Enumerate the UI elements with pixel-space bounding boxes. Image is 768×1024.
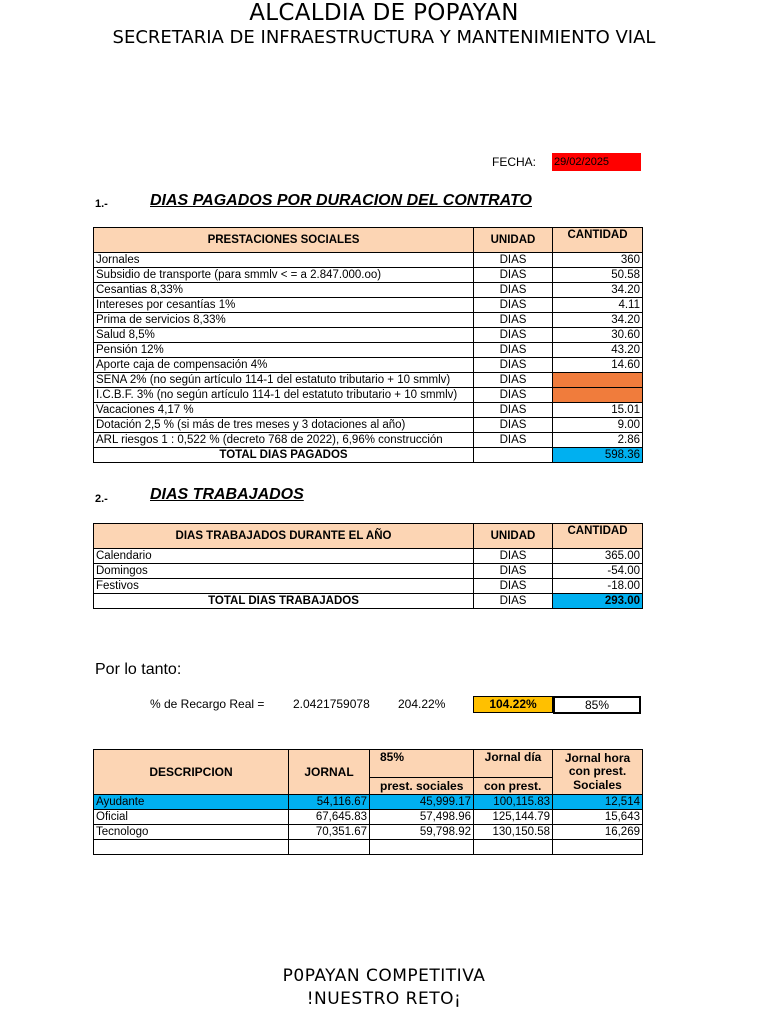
row-prest[interactable]: 45,999.17 [370, 795, 474, 810]
table-row [94, 358, 643, 373]
table-row-empty [94, 840, 643, 855]
row-unit[interactable]: DIAS [474, 373, 553, 388]
recargo-real-value[interactable]: 104.22% [473, 696, 553, 713]
row-unit[interactable]: DIAS [474, 388, 553, 403]
row-qty[interactable]: 2.86 [553, 433, 643, 448]
row-prest[interactable]: 59,798.92 [370, 825, 474, 840]
total-row [94, 594, 643, 609]
row-qty[interactable]: 365.00 [553, 549, 643, 564]
row-qty[interactable]: 4.11 [553, 298, 643, 313]
table-row [94, 373, 643, 388]
table-row [94, 268, 643, 283]
footer-slogan-1: P0PAYAN COMPETITIVA [282, 966, 486, 986]
row-unit[interactable]: DIAS [474, 564, 553, 579]
table-row [94, 403, 643, 418]
row-unit[interactable]: DIAS [474, 549, 553, 564]
row-jdia[interactable]: 100,115.83 [474, 795, 553, 810]
row-qty[interactable]: 50.58 [553, 268, 643, 283]
row-unit[interactable]: DIAS [474, 358, 553, 373]
row-label[interactable]: Vacaciones 4,17 % [94, 403, 474, 418]
row-qty[interactable]: 34.20 [553, 313, 643, 328]
table-row [94, 810, 643, 825]
table-row [94, 388, 643, 403]
row-qty[interactable]: -18.00 [553, 579, 643, 594]
row-qty-highlight[interactable] [553, 373, 643, 388]
row-jhora[interactable]: 12,514 [553, 795, 643, 810]
row-qty[interactable]: 34.20 [553, 283, 643, 298]
table-row [94, 433, 643, 448]
footer-slogan-2: !NUESTRO RETO¡ [306, 989, 462, 1009]
row-unit[interactable]: DIAS [474, 433, 553, 448]
page-title: ALCALDIA DE POPAYAN [249, 0, 519, 26]
row-desc[interactable]: Tecnologo [94, 825, 289, 840]
section-1-number: 1.- [95, 198, 108, 210]
por-tanto-label: Por lo tanto: [95, 661, 182, 678]
prestaciones-table [93, 227, 643, 463]
row-label[interactable]: Domingos [94, 564, 474, 579]
row-label[interactable]: Dotación 2,5 % (si más de tres meses y 3 dotaciones al año) [94, 418, 474, 433]
row-jdia[interactable]: 125,144.79 [474, 810, 553, 825]
total-value[interactable]: 598.36 [553, 448, 643, 463]
row-jornal[interactable]: 70,351.67 [289, 825, 370, 840]
section-1-title: DIAS PAGADOS POR DURACION DEL CONTRATO [150, 192, 532, 209]
recargo-85-value[interactable]: 85% [553, 696, 641, 714]
row-qty[interactable]: 15.01 [553, 403, 643, 418]
header-prest-bottom: prest. sociales [370, 777, 474, 794]
header-jornal: JORNAL [289, 750, 370, 795]
row-qty[interactable]: 9.00 [553, 418, 643, 433]
total-label: TOTAL DIAS PAGADOS [94, 448, 474, 463]
header-prestaciones: PRESTACIONES SOCIALES [94, 228, 474, 253]
row-unit[interactable]: DIAS [474, 253, 553, 268]
row-jornal[interactable]: 67,645.83 [289, 810, 370, 825]
row-label[interactable]: Subsidio de transporte (para smmlv < = a 2.847.000.oo) [94, 268, 474, 283]
row-label[interactable]: Salud 8,5% [94, 328, 474, 343]
empty-cell[interactable] [553, 840, 643, 855]
total-value[interactable]: 293.00 [553, 594, 643, 609]
header-unidad: UNIDAD [474, 228, 553, 253]
row-label[interactable]: SENA 2% (no según artículo 114-1 del estatuto tributario + 10 smmlv) [94, 373, 474, 388]
row-label[interactable]: Calendario [94, 549, 474, 564]
table-row [94, 795, 643, 810]
row-prest[interactable]: 57,498.96 [370, 810, 474, 825]
header-cantidad: CANTIDAD [553, 228, 643, 253]
table-row [94, 283, 643, 298]
row-label[interactable]: Jornales [94, 253, 474, 268]
row-label[interactable]: Pensión 12% [94, 343, 474, 358]
empty-cell[interactable] [370, 840, 474, 855]
row-label[interactable]: Aporte caja de compensación 4% [94, 358, 474, 373]
row-qty-highlight[interactable] [553, 388, 643, 403]
row-unit[interactable]: DIAS [474, 579, 553, 594]
row-unit[interactable]: DIAS [474, 313, 553, 328]
total-unit-empty[interactable] [474, 448, 553, 463]
row-label[interactable]: Intereses por cesantías 1% [94, 298, 474, 313]
header-jdia-top: Jornal día [474, 750, 553, 778]
recargo-percent[interactable]: 204.22% [398, 697, 446, 711]
row-qty[interactable]: 360 [553, 253, 643, 268]
row-desc[interactable]: Oficial [94, 810, 289, 825]
total-unit[interactable]: DIAS [474, 594, 553, 609]
table-row [94, 298, 643, 313]
section-2-number: 2.- [95, 493, 108, 505]
table-row [94, 549, 643, 564]
table-row [94, 564, 643, 579]
row-qty[interactable]: 14.60 [553, 358, 643, 373]
table-row [94, 579, 643, 594]
row-label[interactable]: Festivos [94, 579, 474, 594]
fecha-value[interactable]: 29/02/2025 [552, 153, 641, 171]
jornal-table [93, 749, 643, 855]
header-cantidad: CANTIDAD [553, 524, 643, 549]
recargo-factor[interactable]: 2.0421759078 [293, 697, 370, 711]
header-jhora: Jornal hora con prest. Sociales [553, 750, 643, 795]
row-jdia[interactable]: 130,150.58 [474, 825, 553, 840]
table-row [94, 328, 643, 343]
empty-cell[interactable] [94, 840, 289, 855]
table-row [94, 343, 643, 358]
row-qty[interactable]: 30.60 [553, 328, 643, 343]
row-unit[interactable]: DIAS [474, 283, 553, 298]
fecha-label: FECHA: [492, 155, 537, 169]
table-row [94, 313, 643, 328]
row-desc[interactable]: Ayudante [94, 795, 289, 810]
total-label: TOTAL DIAS TRABAJADOS [94, 594, 474, 609]
row-jhora[interactable]: 16,269 [553, 825, 643, 840]
row-jornal[interactable]: 54,116.67 [289, 795, 370, 810]
row-label[interactable]: Prima de servicios 8,33% [94, 313, 474, 328]
page-subtitle: SECRETARIA DE INFRAESTRUCTURA Y MANTENIMIENTO VIAL [112, 27, 656, 48]
row-unit[interactable]: DIAS [474, 403, 553, 418]
row-label[interactable]: I.C.B.F. 3% (no según artículo 114-1 del estatuto tributario + 10 smmlv) [94, 388, 474, 403]
header-dias-trabajados: DIAS TRABAJADOS DURANTE EL AÑO [94, 524, 474, 549]
row-label[interactable]: Cesantias 8,33% [94, 283, 474, 298]
row-unit[interactable]: DIAS [474, 268, 553, 283]
total-row [94, 448, 643, 463]
header-descripcion: DESCRIPCION [94, 750, 289, 795]
section-2-title: DIAS TRABAJADOS [150, 486, 304, 503]
header-prest-top: 85% [370, 750, 474, 778]
row-label[interactable]: ARL riesgos 1 : 0,522 % (decreto 768 de 2022), 6,96% construcción [94, 433, 474, 448]
table-row [94, 253, 643, 268]
row-qty[interactable]: -54.00 [553, 564, 643, 579]
row-unit[interactable]: DIAS [474, 343, 553, 358]
row-jhora[interactable]: 15,643 [553, 810, 643, 825]
row-unit[interactable]: DIAS [474, 298, 553, 313]
empty-cell[interactable] [474, 840, 553, 855]
row-unit[interactable]: DIAS [474, 328, 553, 343]
row-qty[interactable]: 43.20 [553, 343, 643, 358]
table-row [94, 825, 643, 840]
dias-trabajados-table [93, 523, 643, 609]
recargo-label: % de Recargo Real = [150, 697, 265, 711]
empty-cell[interactable] [289, 840, 370, 855]
table-row [94, 418, 643, 433]
header-unidad: UNIDAD [474, 524, 553, 549]
row-unit[interactable]: DIAS [474, 418, 553, 433]
header-jdia-bottom: con prest. [474, 777, 553, 794]
